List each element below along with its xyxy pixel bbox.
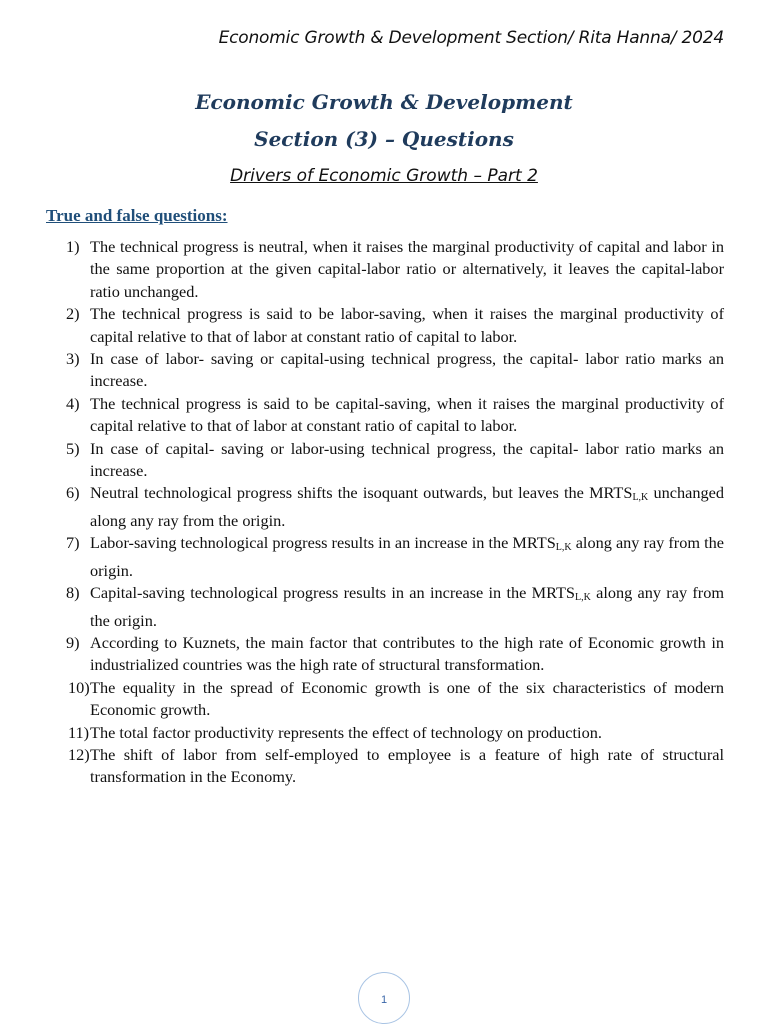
- question-text-part: Labor-saving technological progress results in an increase in the MRTS: [90, 533, 556, 553]
- question-text: [90, 533, 724, 579]
- subtitle-text: Drivers of Economic Growth – Part 2: [230, 166, 538, 186]
- question-number: 2): [66, 304, 80, 324]
- question-number: 10): [68, 677, 90, 697]
- section-title: Section (3) – Questions: [254, 127, 514, 151]
- mrts-subscript: L,K: [574, 592, 591, 604]
- question-item: [48, 438, 724, 483]
- question-list: [48, 236, 724, 789]
- question-item: [48, 236, 724, 303]
- mrts-subscript: L,K: [632, 492, 649, 504]
- question-text: [90, 483, 724, 529]
- question-text: The technical progress is said to be capital-saving, when it raises the marginal productivity of capital relative to that of labor at constant ratio of capital to labor.: [90, 393, 724, 436]
- question-text-part: Capital-saving technological progress results in an increase in the MRTS: [90, 583, 575, 603]
- mrts-subscript: L,K: [555, 542, 572, 554]
- running-header: Economic Growth & Development Section/ Rita Hanna/ 2024: [218, 28, 724, 48]
- question-text: In case of capital- saving or labor-using technical progress, the capital- labor ratio marks an increase.: [90, 438, 724, 481]
- question-text: The equality in the spread of Economic growth is one of the six characteristics of modern Economic growth.: [90, 677, 724, 720]
- question-item: [48, 582, 724, 632]
- question-item: [48, 677, 724, 722]
- question-text-part: unchanged along any ray from the origin.: [90, 483, 724, 530]
- question-number: 8): [66, 583, 80, 603]
- question-item: [48, 744, 724, 789]
- section-heading: True and false questions:: [46, 206, 228, 225]
- question-text-part: Neutral technological progress shifts the isoquant outwards, but leaves the MRTS: [90, 483, 633, 503]
- question-number: 9): [66, 632, 80, 652]
- question-text: [90, 583, 724, 629]
- question-item: [48, 632, 724, 677]
- question-number: 5): [66, 438, 80, 458]
- question-number: 3): [66, 349, 80, 369]
- question-item: [48, 303, 724, 348]
- question-number: 4): [66, 393, 80, 413]
- question-item: [48, 722, 724, 744]
- question-text-part: along any ray from the origin.: [90, 533, 724, 580]
- question-text: The technical progress is said to be labor-saving, when it raises the marginal productivity of capital relative to that of labor at constant ratio of capital to labor.: [90, 304, 724, 346]
- question-number: 12): [68, 744, 90, 764]
- question-text: The technical progress is neutral, when it raises the marginal productivity of capital and labor in the same proportion at the given capital-labor ratio or alternatively, it leaves the capital-labor ratio unchanged.: [90, 237, 724, 301]
- question-text: In case of labor- saving or capital-using technical progress, the capital- labor ratio marks an increase.: [90, 349, 724, 391]
- question-text-part: along any ray from the origin.: [90, 583, 724, 630]
- question-text: The shift of labor from self-employed to employee is a feature of high rate of structural transformation in the Economy.: [90, 744, 724, 787]
- question-item: [48, 482, 724, 532]
- document-subtitle: [0, 166, 768, 186]
- question-item: [48, 532, 724, 582]
- question-item: [48, 348, 724, 393]
- document-title: Economic Growth & Development: [195, 90, 573, 114]
- question-number: 11): [68, 722, 90, 742]
- question-number: 7): [66, 533, 80, 553]
- page-number: 1: [358, 972, 410, 1024]
- question-text: The total factor productivity represents the effect of technology on production.: [90, 722, 602, 742]
- question-number: 1): [66, 237, 80, 256]
- question-text: According to Kuznets, the main factor that contributes to the high rate of Economic growth in industrialized countries was the high rate of structural transformation.: [90, 632, 724, 675]
- question-number: 6): [66, 483, 80, 503]
- question-item: [48, 393, 724, 438]
